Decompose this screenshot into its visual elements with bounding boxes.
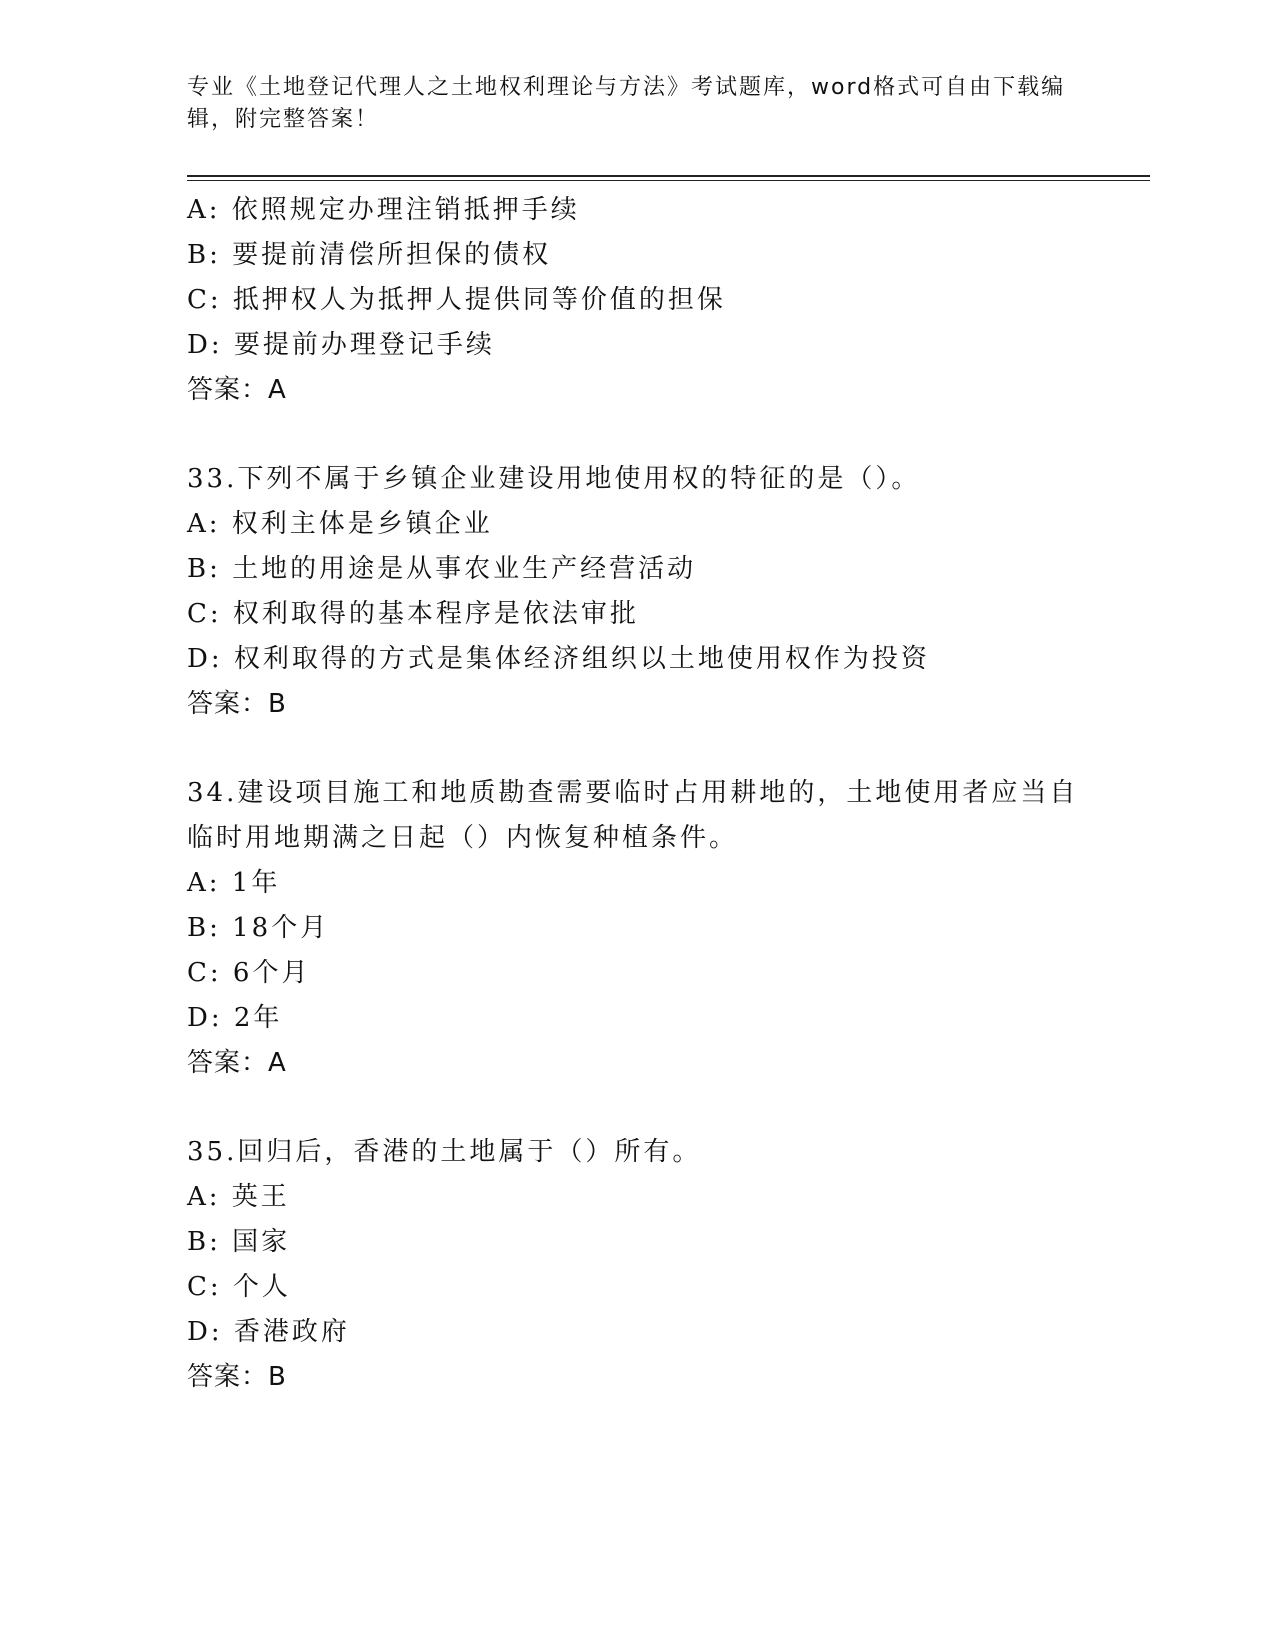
document-header: 专业《土地登记代理人之土地权利理论与方法》考试题库，word格式可自由下载编辑，附完整答案！ xyxy=(187,75,1066,132)
option-d: D: 要提前办理登记手续 xyxy=(187,330,495,360)
option-b: B: 18个月 xyxy=(187,913,330,943)
question-stem: 34.建设项目施工和地质勘查需要临时占用耕地的，土地使用者应当自临时用地期满之日起（）内恢复种植条件。 xyxy=(187,778,1079,853)
option-c: C: 抵押权人为抵押人提供同等价值的担保 xyxy=(187,285,726,315)
option-b: B: 土地的用途是从事农业生产经营活动 xyxy=(187,554,697,584)
answer-line: 答案：A xyxy=(187,375,287,405)
option-a: A: 英王 xyxy=(187,1182,290,1212)
question-list xyxy=(187,188,1087,1400)
option-d: D: 权利取得的方式是集体经济组织以土地使用权作为投资 xyxy=(187,644,930,674)
option-a: A: 依照规定办理注销抵押手续 xyxy=(187,195,580,225)
option-c: C: 个人 xyxy=(187,1272,291,1302)
answer-line: 答案：B xyxy=(187,1362,287,1392)
question-block xyxy=(187,1130,1087,1400)
question-stem: 35.回归后，香港的土地属于（）所有。 xyxy=(187,1137,702,1167)
option-b: B: 国家 xyxy=(187,1227,291,1257)
header-rule-thick xyxy=(187,175,1150,177)
question-stem: 33.下列不属于乡镇企业建设用地使用权的特征的是（）。 xyxy=(187,464,921,494)
option-c: C: 权利取得的基本程序是依法审批 xyxy=(187,599,639,629)
option-a: A: 1年 xyxy=(187,868,281,898)
option-c: C: 6个月 xyxy=(187,958,311,988)
answer-line: 答案：A xyxy=(187,1048,287,1078)
question-block xyxy=(187,771,1087,1086)
question-block xyxy=(187,457,1087,727)
answer-line: 答案：B xyxy=(187,689,287,719)
option-d: D: 香港政府 xyxy=(187,1317,350,1347)
option-b: B: 要提前清偿所担保的债权 xyxy=(187,240,552,270)
option-a: A: 权利主体是乡镇企业 xyxy=(187,509,493,539)
header-rule-thin xyxy=(187,180,1150,181)
option-d: D: 2年 xyxy=(187,1003,283,1033)
question-block xyxy=(187,188,1087,413)
